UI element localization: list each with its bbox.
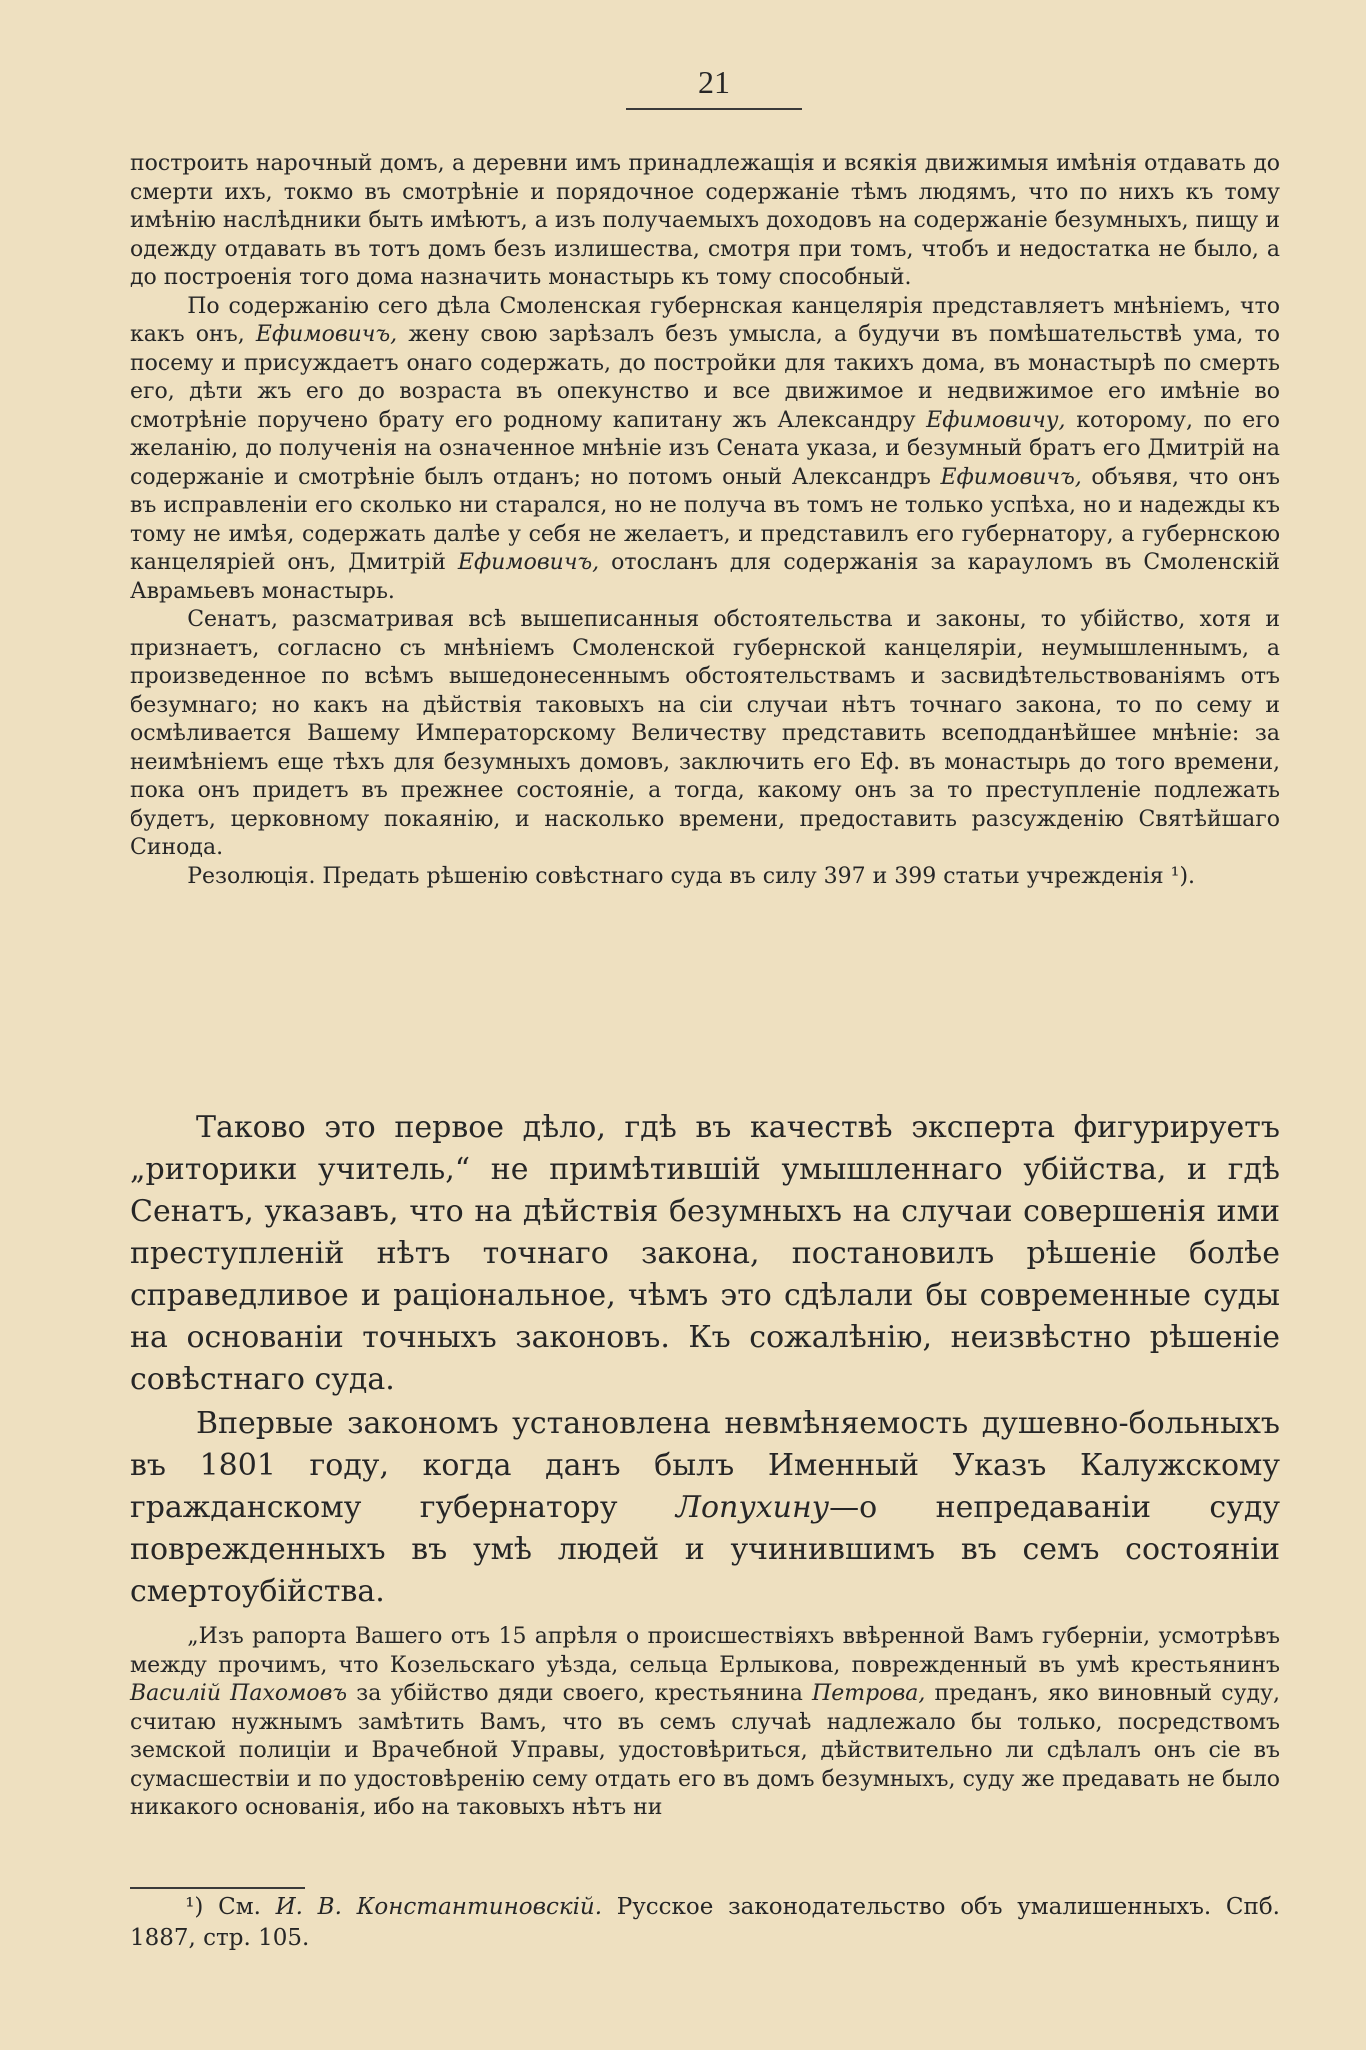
main-paragraph-1: Таково это первое дѣло, гдѣ въ качествѣ эксперта фигурируетъ „риторики учитель,“ не примѣтившій умышленнаго убійства, и гдѣ Сенатъ, указавъ, что на дѣйствія безумныхъ на случаи совершенія ими преступленій нѣтъ точнаго закона, постановилъ рѣшеніе болѣе справедливое и раціональное, чѣмъ это сдѣлали бы современные суды на основаніи точныхъ законовъ. Къ сожалѣнію, неизвѣстно рѣшеніе совѣстнаго суда. xyxy=(130,1110,1280,1397)
footnote-text: Русское законодательство объ умалишенныхъ. Спб. 1887, стр. 105. xyxy=(130,1894,1280,1951)
person-name: Ефимовичъ, xyxy=(255,322,398,347)
footnote-author: И. В. Константиновскій. xyxy=(275,1894,603,1920)
footnote-rule xyxy=(130,1887,305,1889)
quoted-paragraph-3: Сенатъ, разсматривая всѣ вышеписанныя обстоятельства и законы, то убійство, хотя и признаетъ, согласно съ мнѣніемъ Смоленской губернской канцеляріи, неумышленнымъ, а произведенное по всѣмъ вышедонесеннымъ обстоятельствамъ и засвидѣтельствованіямъ отъ безумнаго; но какъ на дѣйствія таковыхъ на сіи случаи нѣтъ точнаго закона, то по сему и осмѣливается Вашему Императорскому Величеству представить всеподданѣйшее мнѣніе: за неимѣніемъ еще тѣхъ для безумныхъ домовъ, заключить его Еф. въ монастырь до того времени, пока онъ придетъ въ прежнее состояніе, а тогда, какому онъ за то преступленіе подлежать будетъ, церковному покаянію, и насколько времени, предоставить разсужденію Святѣйшаго Синода. xyxy=(130,607,1280,860)
quoted-paragraph-1: построить нарочный домъ, а деревни имъ принадлежащія и всякія движимыя имѣнія отдавать до смерти ихъ, токмо въ смотрѣніе и порядочное содержаніе тѣмъ людямъ, что по нихъ къ тому имѣнію наслѣдники быть имѣютъ, а изъ получаемыхъ доходовъ на содержаніе безумныхъ, пищу и одежду отдавать въ тотъ домъ безъ излишества, смотря при томъ, чтобъ и недостатка не было, а до построенія того дома назначить монастырь къ тому способный. xyxy=(130,151,1280,290)
person-name: Ефимовичу, xyxy=(926,407,1066,433)
main-paragraph-2: Впервые закономъ установлена невмѣняемость душевно-больныхъ въ 1801 году, когда данъ былъ Именный Указъ Калужскому гражданскому губернатору Лопухину—о непредаваніи суду поврежденныхъ въ умѣ людей и учинившимъ въ семъ состояніи смертоубійства. xyxy=(130,1406,1280,1609)
quoted-decree-paragraph: „Изъ рапорта Вашего отъ 15 апрѣля о происшествіяхъ ввѣренной Вамъ губерніи, усмотрѣвъ между прочимъ, что Козельскаго уѣзда, сельца Ерлыкова, поврежденный въ умѣ крестьянинъ Василій Пахомовъ за убійство дяди своего, крестьянина Петрова, преданъ, яко виновный суду, считаю нужнымъ замѣтить Вамъ, что въ семъ случаѣ надлежало бы только, посредствомъ земской полиціи и Врачебной Управы, удостовѣриться, дѣйствительно ли сдѣлалъ онъ сіе въ сумасшествіи и по удостовѣренію сему отдать его въ домъ безумныхъ, суду же предавать не было никакого основанія, ибо на таковыхъ нѣтъ ни xyxy=(130,1624,1281,1820)
footnote xyxy=(130,1892,1280,1954)
footnote-mark: ¹) См. xyxy=(185,1894,276,1920)
quoted-decree-block xyxy=(130,1623,1280,1823)
page-number-rule xyxy=(626,108,802,110)
main-text-block xyxy=(130,1107,1280,1615)
person-name: Ефимовичъ, xyxy=(457,550,600,575)
person-name: Петрова, xyxy=(812,1681,926,1706)
quoted-paragraph-2: По содержанію сего дѣла Смоленская губернская канцелярія представляетъ мнѣніемъ, что какъ онъ, Ефимовичъ, жену свою зарѣзалъ безъ умысла, а будучи въ помѣшательствѣ ума, то посему и присуждаетъ онаго содержать, до постройки для такихъ дома, въ монастырѣ по смерть его, дѣти жъ его до возраста въ опекунство и все движимое и недвижимое его имѣніе во смотрѣніе поручено брату его родному капитану жъ Александру Ефимовичу, которому, по его желанію, до полученія на означенное мнѣніе изъ Сената указа, и безумный братъ его Дмитрій на содержаніе и смотрѣніе былъ отданъ; но потомъ оный Александръ Ефимовичъ, объявя, что онъ въ исправленіи его сколько ни старался, но не получа въ томъ не только успѣха, но и надежды къ тому не имѣя, содержать далѣе у себя не желаетъ, и представилъ его губернатору, а губернскою канцеляріей онъ, Дмитрій Ефимовичъ, отосланъ для содержанія за карауломъ въ Смоленскій Аврамьевъ монастырь. xyxy=(130,293,1281,604)
person-name: Лопухину xyxy=(675,1490,830,1525)
person-name: Ефимовичъ, xyxy=(940,464,1082,490)
resolution-paragraph: Резолюція. Предать рѣшенію совѣстнаго суда въ силу 397 и 399 статьи учрежденія ¹). xyxy=(187,863,1196,889)
quoted-document-block xyxy=(130,150,1280,891)
person-name: Василій Пахомовъ xyxy=(130,1681,348,1706)
page-number: 21 xyxy=(698,64,730,100)
